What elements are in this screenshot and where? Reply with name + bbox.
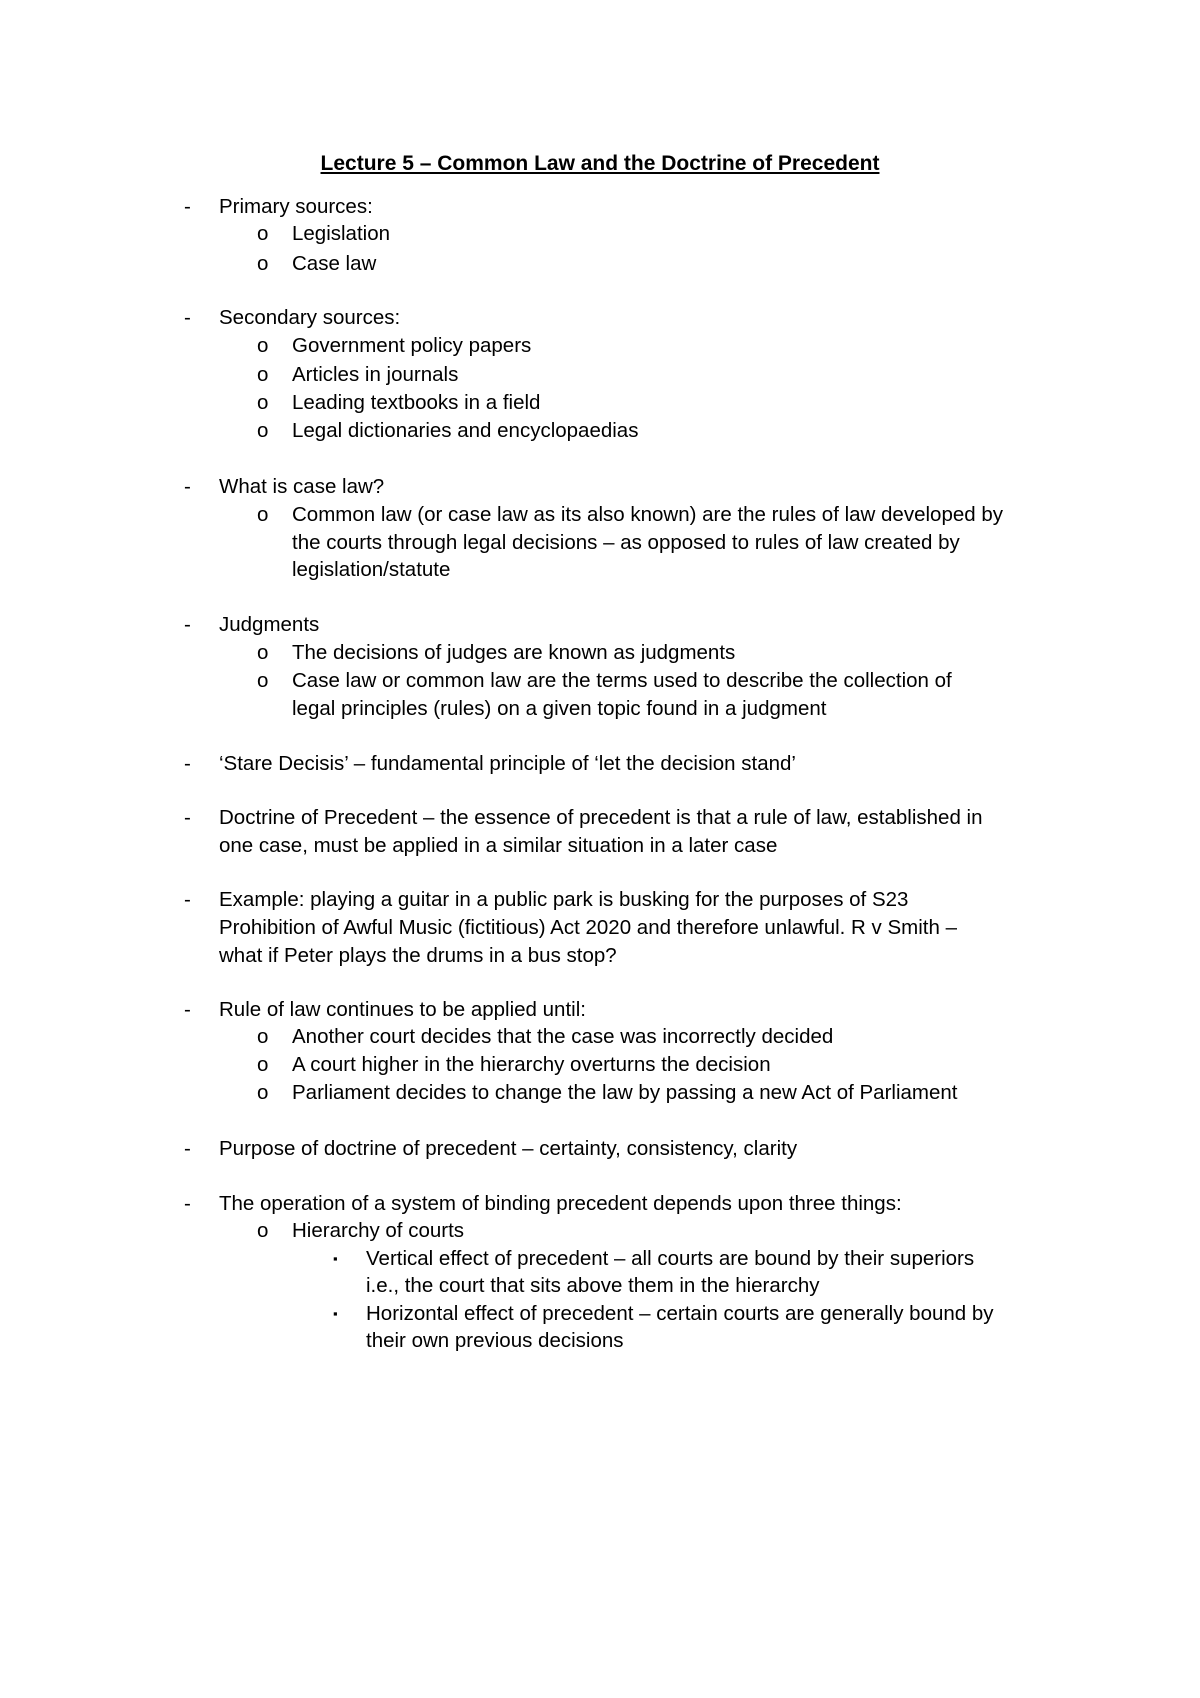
example-line: what if Peter plays the drums in a bus stop?: [219, 944, 617, 967]
circle-bullet: o: [257, 1053, 269, 1076]
list-item-line: the courts through legal decisions – as opposed to rules of law created by: [292, 531, 960, 554]
example-line: Example: playing a guitar in a public park is busking for the purposes of S23: [219, 888, 909, 911]
circle-bullet: o: [257, 1081, 269, 1104]
circle-bullet: o: [257, 419, 269, 442]
stare-decisis-text: ‘Stare Decisis’ – fundamental principle of ‘let the decision stand’: [219, 752, 796, 775]
operation-heading: The operation of a system of binding precedent depends upon three things:: [219, 1192, 902, 1215]
list-item: Legal dictionaries and encyclopaedias: [292, 419, 639, 442]
circle-bullet: o: [257, 222, 269, 245]
circle-bullet: o: [257, 363, 269, 386]
list-item: Legislation: [292, 222, 391, 245]
sub-item-line: Vertical effect of precedent – all courts are bound by their superiors: [366, 1247, 975, 1270]
dash-bullet: -: [184, 613, 191, 636]
circle-bullet: o: [257, 641, 269, 664]
circle-bullet: o: [257, 503, 269, 526]
circle-bullet: o: [257, 1219, 269, 1242]
list-item-line: Common law (or case law as its also known) are the rules of law developed by: [292, 503, 1003, 526]
list-item: Hierarchy of courts: [292, 1219, 465, 1242]
secondary-sources-heading: Secondary sources:: [219, 306, 401, 329]
example-line: Prohibition of Awful Music (fictitious) Act 2020 and therefore unlawful. R v Smith –: [219, 916, 957, 939]
list-item: Leading textbooks in a field: [292, 391, 541, 414]
circle-bullet: o: [257, 1025, 269, 1048]
list-item: Case law: [292, 252, 377, 275]
sub-item-line: Horizontal effect of precedent – certain courts are generally bound by: [366, 1302, 994, 1325]
dash-bullet: -: [184, 1137, 191, 1160]
case-law-heading: What is case law?: [219, 475, 385, 498]
doctrine-line: Doctrine of Precedent – the essence of precedent is that a rule of law, established in: [219, 806, 983, 829]
list-item-line: legal principles (rules) on a given topic found in a judgment: [292, 697, 827, 720]
circle-bullet: o: [257, 334, 269, 357]
list-item: Parliament decides to change the law by passing a new Act of Parliament: [292, 1081, 958, 1104]
dash-bullet: -: [184, 195, 191, 218]
dash-bullet: -: [184, 998, 191, 1021]
sub-item-line: i.e., the court that sits above them in the hierarchy: [366, 1274, 820, 1297]
list-item: Government policy papers: [292, 334, 532, 357]
doctrine-line: one case, must be applied in a similar situation in a later case: [219, 834, 778, 857]
square-bullet: ▪: [333, 1306, 338, 1321]
list-item-line: Case law or common law are the terms used to describe the collection of: [292, 669, 952, 692]
rule-of-law-heading: Rule of law continues to be applied until:: [219, 998, 586, 1021]
primary-sources-heading: Primary sources:: [219, 195, 373, 218]
circle-bullet: o: [257, 252, 269, 275]
list-item: The decisions of judges are known as judgments: [292, 641, 736, 664]
dash-bullet: -: [184, 806, 191, 829]
circle-bullet: o: [257, 391, 269, 414]
circle-bullet: o: [257, 669, 269, 692]
dash-bullet: -: [184, 475, 191, 498]
dash-bullet: -: [184, 752, 191, 775]
list-item: A court higher in the hierarchy overturns the decision: [292, 1053, 771, 1076]
list-item: Another court decides that the case was incorrectly decided: [292, 1025, 834, 1048]
square-bullet: ▪: [333, 1251, 338, 1266]
list-item: Articles in journals: [292, 363, 459, 386]
purpose-text: Purpose of doctrine of precedent – certainty, consistency, clarity: [219, 1137, 798, 1160]
page-title: Lecture 5 – Common Law and the Doctrine of Precedent: [320, 152, 880, 175]
dash-bullet: -: [184, 1192, 191, 1215]
list-item-line: legislation/statute: [292, 558, 451, 581]
dash-bullet: -: [184, 306, 191, 329]
sub-item-line: their own previous decisions: [366, 1329, 624, 1352]
judgments-heading: Judgments: [219, 613, 320, 636]
dash-bullet: -: [184, 888, 191, 911]
